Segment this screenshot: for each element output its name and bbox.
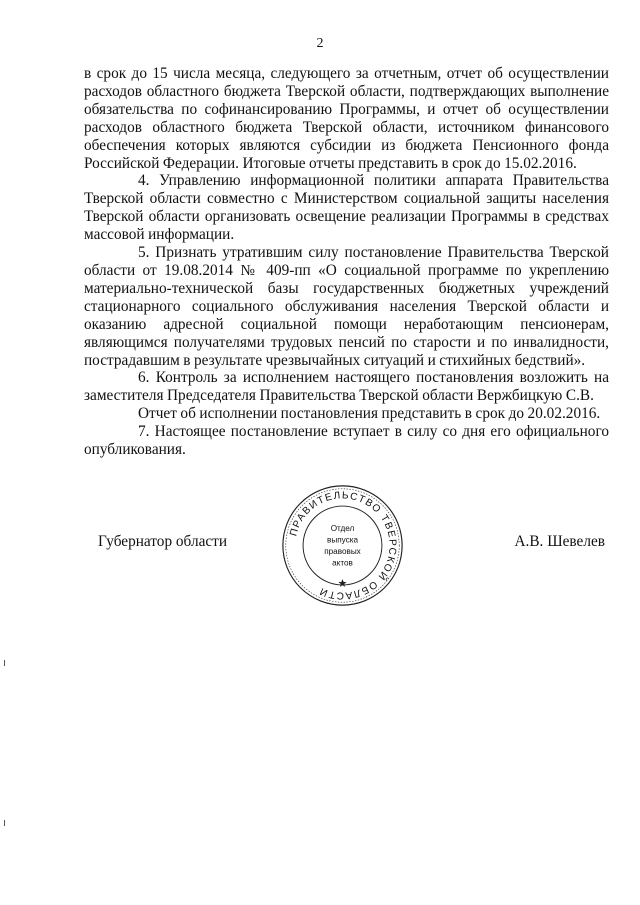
stamp-line-3: правовых — [324, 547, 361, 557]
stamp-ring-text: ПРАВИТЕЛЬСТВО ТВЕРСКОЙ ОБЛАСТИ — [288, 490, 398, 601]
signer-name: А.В. Шевелев — [514, 533, 605, 550]
paragraph-item-5: 5. Признать утратившим силу постановление Правительства Тверской области от 19.08.2014 № 409-пп «О социальной программе по укреплению материально-технической базы государственных бюджетных учреждений стационарного социального обслуживания населения Тверской области и оказанию адресной социальной помощи неработающим пенсионерам, являющимся получателями трудовых пенсий по старости и по инвалидности, пострадавшим в результате чрезвычайных ситуаций и стихийных бедствий». — [84, 244, 609, 369]
page-number: 2 — [316, 36, 324, 51]
signer-title: Губернатор области — [98, 533, 228, 550]
paragraph-continuation: в срок до 15 числа месяца, следующего за отчетным, отчет об осуществлении расходов областного бюджета Тверской области, подтверждающих выполнение обязательства по софинансированию Программы, и отчет об осуществлении расходов областного бюджета Тверской области, источником финансового обеспечения которых являются субсидии из бюджета Пенсионного фонда Российской Федерации. Итоговые отчеты представить в срок до 15.02.2016. — [84, 65, 609, 172]
stamp-line-2: выпуска — [327, 535, 358, 545]
stamp-line-4: актов — [332, 558, 353, 568]
official-stamp — [280, 483, 405, 608]
signature-block — [84, 490, 609, 637]
scan-edge-mark — [4, 820, 5, 826]
stamp-line-1: Отдел — [330, 524, 355, 534]
paragraph-item-7: 7. Настоящее постановление вступает в силу со дня его официального опубликования. — [84, 423, 609, 459]
paragraph-item-6: 6. Контроль за исполнением настоящего постановления возложить на заместителя Председателя Правительства Тверской области Вержбицкую С.В. — [84, 369, 609, 405]
paragraph-report-deadline: Отчет об исполнении постановления представить в срок до 20.02.2016. — [138, 405, 601, 423]
scan-edge-mark — [4, 660, 5, 666]
star-icon — [338, 579, 346, 587]
document-body — [84, 65, 609, 459]
paragraph-item-4: 4. Управлению информационной политики аппарата Правительства Тверской области совместно с Министерством социальной защиты населения Тверской области организовать освещение реализации Программы в средствах массовой информации. — [84, 172, 609, 244]
